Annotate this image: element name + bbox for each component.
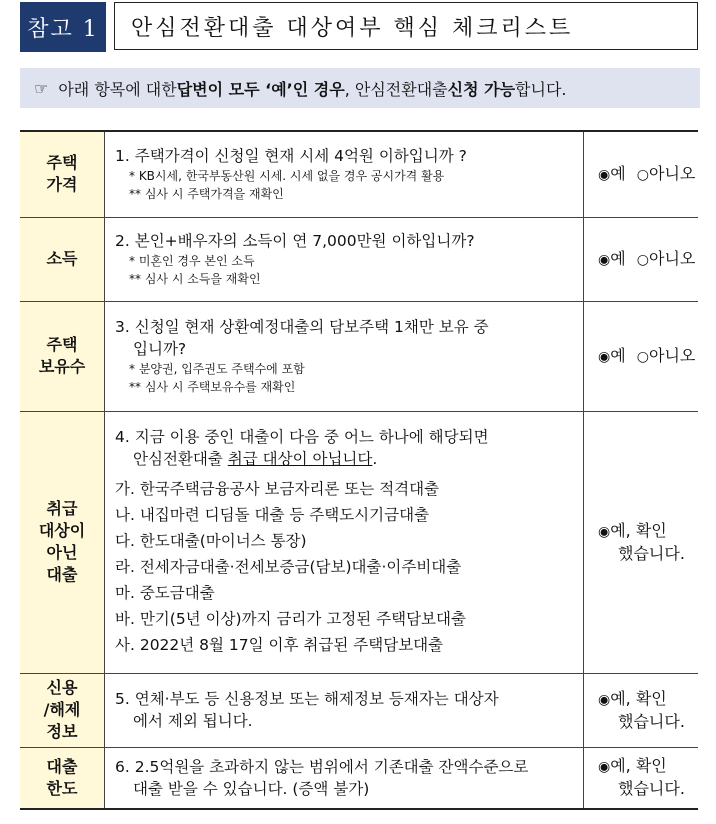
answer-cell [584, 673, 699, 747]
category-label: 주택 [46, 335, 78, 354]
answer-confirm-label: 했습니다. [618, 543, 685, 563]
question-text [115, 448, 575, 470]
radio-selected-icon[interactable]: ◉ [598, 759, 611, 776]
notice-bold-1: 답변이 모두 ‘예’인 경우 [176, 79, 345, 99]
answer-cell [584, 301, 699, 411]
category-label: 한도 [46, 778, 78, 798]
radio-unselected-icon[interactable]: ○ [636, 166, 649, 183]
answer-no-label: 아니오 [649, 163, 696, 183]
list-item: 바. 만기(5년 이상)까지 금리가 고정된 주택담보대출 [115, 610, 466, 628]
question-cell [105, 301, 584, 411]
reference-tag: 참고 1 [20, 2, 106, 52]
question-note: ** 심사 시 주택보유수를 재확인 [129, 380, 296, 394]
table-row [20, 131, 698, 217]
category-label: 보유수 [38, 357, 86, 376]
question-text: 6. 2.5억원을 초과하지 않는 범위에서 기존대출 잔액수준으로 [115, 757, 529, 776]
category-label: 대출 [46, 565, 78, 584]
category-cell [20, 411, 105, 673]
answer-no-label: 아니오 [649, 248, 696, 268]
category-label: 대상이 [38, 521, 86, 540]
question-text: 3. 신청일 현재 상환예정대출의 담보주택 1채만 보유 중 [115, 318, 489, 336]
pointing-hand-icon: ☞ [34, 78, 49, 98]
list-item: 사. 2022년 8월 17일 이후 취급된 주택담보대출 [115, 636, 444, 654]
question-cell [105, 747, 584, 809]
notice-text-1: 아래 항목에 대한 [58, 79, 177, 99]
notice-banner [20, 68, 700, 108]
question-cell [105, 673, 584, 747]
answer-cell [584, 131, 699, 217]
question-text: 4. 지금 이용 중인 대출이 다음 중 어느 하나에 해당되면 [115, 428, 489, 446]
answer-yes-label: 예 [610, 248, 626, 268]
question-note: ** 심사 시 주택가격을 재확인 [129, 187, 284, 202]
list-item: 다. 한도대출(마이너스 통장) [115, 532, 307, 550]
title-section [20, 2, 700, 52]
answer-cell [584, 747, 699, 809]
question-note: * 미혼인 경우 본인 소득 [129, 254, 255, 268]
category-label: /해제 [43, 700, 81, 719]
question-note: * 분양권, 입주권도 주택수에 포함 [129, 362, 305, 376]
answer-confirm-label: 예, 확인 [610, 520, 667, 540]
radio-selected-icon[interactable]: ◉ [598, 251, 611, 268]
category-label: 가격 [46, 175, 78, 195]
category-label: 대출 [46, 756, 78, 776]
radio-selected-icon[interactable]: ◉ [598, 691, 611, 708]
question-text: 2. 본인+배우자의 소득이 연 7,000만원 이하입니까? [115, 232, 475, 250]
category-label: 아닌 [46, 543, 78, 562]
question-cell [105, 217, 584, 301]
radio-selected-icon[interactable]: ◉ [598, 348, 611, 365]
question-text: 입니까? [133, 340, 187, 358]
category-cell [20, 301, 105, 411]
answer-yes-label: 예 [610, 345, 626, 365]
radio-unselected-icon[interactable]: ○ [636, 251, 649, 268]
answer-cell [584, 217, 699, 301]
radio-selected-icon[interactable]: ◉ [598, 523, 611, 540]
category-cell [20, 217, 105, 301]
answer-confirm-label: 했습니다. [618, 779, 685, 799]
checklist-table [20, 130, 698, 810]
list-item: 나. 내집마련 디딤돌 대출 등 주택도시기금대출 [115, 506, 430, 524]
category-label: 주택 [46, 153, 78, 173]
category-label: 취급 [46, 499, 78, 518]
question-text-part: . [372, 450, 378, 468]
notice-bold-2: 신청 가능 [447, 79, 516, 99]
answer-confirm-label: 예, 확인 [610, 688, 667, 708]
notice-text-2: , 안심전환대출 [344, 79, 448, 99]
question-text: 1. 주택가격이 신청일 현재 시세 4억원 이하입니까 ? [115, 147, 467, 166]
answer-confirm-label: 예, 확인 [610, 756, 667, 776]
table-row [20, 411, 698, 673]
category-cell [20, 131, 105, 217]
question-text: 5. 연체·부도 등 신용정보 또는 해제정보 등재자는 대상자 [115, 690, 499, 708]
answer-confirm-label: 했습니다. [618, 711, 685, 731]
question-note: ** 심사 시 소득을 재확인 [129, 272, 261, 286]
list-item: 마. 중도금대출 [115, 584, 215, 602]
question-note: * KB시세, 한국부동산원 시세. 시세 없을 경우 공시가격 활용 [129, 169, 445, 184]
answer-cell [584, 411, 699, 673]
answer-yes-label: 예 [610, 163, 626, 183]
question-text: 에서 제외 됩니다. [133, 712, 253, 730]
excluded-loan-list [115, 476, 575, 658]
notice-text-3: 합니다. [515, 79, 567, 99]
question-cell [105, 411, 584, 673]
question-cell [105, 131, 584, 217]
answer-no-label: 아니오 [649, 345, 696, 365]
category-label: 정보 [46, 722, 78, 741]
category-label: 신용 [46, 678, 78, 697]
radio-selected-icon[interactable]: ◉ [598, 166, 611, 183]
table-row [20, 301, 698, 411]
radio-unselected-icon[interactable]: ○ [636, 348, 649, 365]
question-text: 대출 받을 수 있습니다. (증액 불가) [133, 779, 370, 798]
category-cell [20, 673, 105, 747]
table-row [20, 747, 698, 809]
question-emphasis: 취급 대상이 아닙니다 [227, 450, 373, 468]
table-row [20, 673, 698, 747]
list-item: 가. 한국주택금융공사 보금자리론 또는 적격대출 [115, 480, 440, 498]
question-text-part: 안심전환대출 [133, 450, 228, 468]
table-row [20, 217, 698, 301]
list-item: 라. 전세자금대출·전세보증금(담보)대출·이주비대출 [115, 558, 462, 576]
category-label: 소득 [46, 249, 78, 268]
category-cell [20, 747, 105, 809]
page-title: 안심전환대출 대상여부 핵심 체크리스트 [114, 2, 698, 50]
